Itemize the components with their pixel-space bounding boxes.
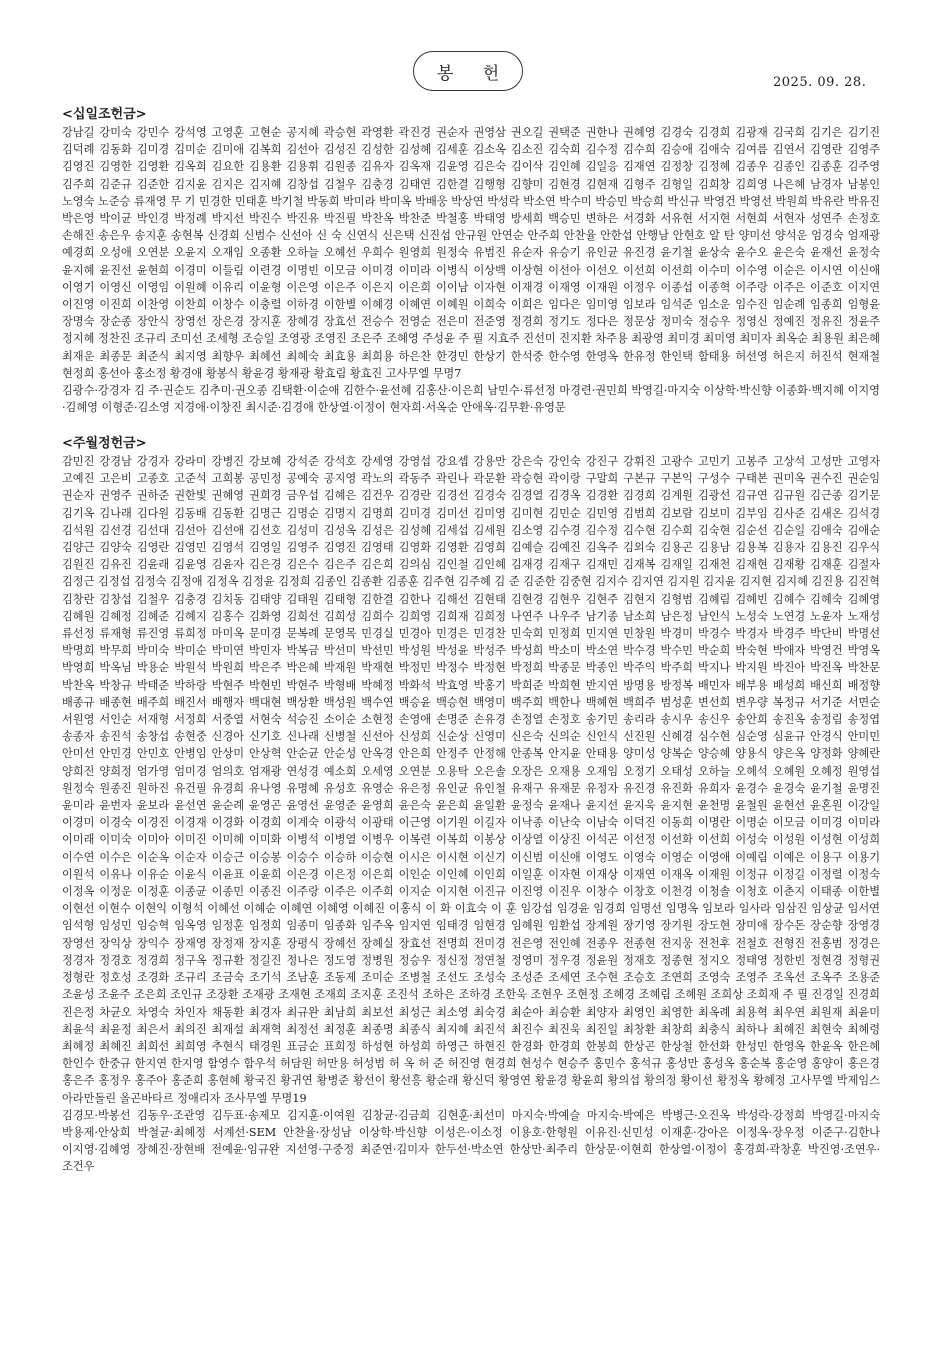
monthly-offering-joint-name-list: 김경모·박봉선 김동우·조관영 김두표·송제모 김지훈·이여원 김창균·김금희 김현훈·최선미 마지숙·박예슬 마지숙·박예은 박병근·오진옥 박성락·강정희 박영길·마지숙 박용제·안상희 박철균·최혜정 서계선·SEM 안찬율·장성남 이상학·박신향 이성은·이소정 이용호·한형원 이유진·신민성 이재훈·강아은 이정옥·장우정 이준구·김한나 이지영·김혜영 장혜진·장현배 전예윤·임규완 지선영·구중정 최준연·김미자 한두선·박소연 한상만·최주리 한상문·이현희 한상열·이정이 홍경희·곽창훈 박진영·조연우·조건우: [62, 1108, 881, 1174]
page-title: [413, 51, 523, 91]
tithe-heading: <십일조헌금>: [62, 107, 147, 122]
offering-date: 2025. 09. 28.: [773, 75, 867, 90]
monthly-offering-name-list: 감민진 강경남 강경자 강라미 강병진 강보혜 강석준 강석호 강세영 강영섭 강요셉 강용만 강은숙 강인숙 강진구 강휘진 고광수 고민기 고봉주 고상석 고성만 고영자 고예진 고은비 고종호 고준석 고희봉 공민정 공예숙 공지영 곽노의 곽동주 곽린나 곽문환 곽승현 곽이랑 구말희 구본규 구본익 구성수 구태본 권미옥 권수진 권순임 권순자 권영주 권하준 권한빛 권혜영 권희경 금우섭 김혜은 김건우 김경란 김경선 김경숙 김경열 김경옥 김경환 김경희 김계원 김광선 김규연 김규원 김근종 김기문 김기옥 김나래 김다원 김동배 김동환 김명근 김명순 김명지 김명희 김미경 김미선 김미영 김미현 김민순 김민영 김범희 김보람 김보미 김부임 김사준 김새온 김석경 김석원 김선경 김선대 김선아 김선애 김선호 김성미 김성옥 김성은 김성혜 김세섭 김세원 김소영 김수경 김수정 김수현 김수희 김숙현 김순선 김순일 김애숙 김애순 김양근 김양숙 김영란 김영민 김영석 김영일 김영주 김영진 김영태 김영화 김영환 김영희 김예슬 김예진 김옥주 김외숙 김용곤 김용남 김용복 김용자 김용진 김우식 김원진 김유진 김윤래 김윤영 김윤자 김은경 김은수 김은주 김은희 김의심 김인철 김인혜 김재경 김재구 김재민 김재복 김재일 김재천 김재현 김재황 김재훈 김절자 김정근 김정섭 김정숙 김정애 김정옥 김정윤 김정희 김종인 김종환 김종훈 김주현 김주혜 김 준 김준한 김중현 김지수 김지연 김지원 김지윤 김지현 김지혜 김진용 김진혁 김창란 김창섭 김철우 김충경 김치동 김태양 김태원 김태형 김한결 김한나 김해선 김현태 김현경 김현우 김현주 김현지 김형범 김혜림 김혜빈 김혜수 김혜숙 김혜영 김혜원 김혜정 김혜준 김혜지 김홍수 김화영 김희선 김희성 김희수 김희영 김희재 김희정 나연주 나우주 남기종 남소희 남은정 남인식 노성숙 노연경 노윤자 노재성 류선정 류재형 류진영 류희정 마미옥 문미경 문복례 문영목 민경실 민경아 민경은 민경찬 민숙희 민정희 민지연 민창원 박경미 박경수 박경자 박경주 박단비 박명선 박명희 박무희 박미숙 박미순 박미연 박민자 박복금 박선미 박선민 박성원 박성윤 박성주 박성희 박소미 박소연 박수경 박수민 박순희 박숙현 박애자 박영건 박영옥 박영희 박옥님 박용순 박원석 박원희 박은주 박은혜 박재원 박재현 박정민 박정수 박정현 박정희 박종문 박종인 박주익 박주희 박지나 박지원 박진아 박진옥 박찬문 박찬옥 박창규 박태준 박하랑 박현주 박현빈 박현주 박형배 박혜정 박화석 박효영 박홍기 박희준 박희현 반지연 방명용 방정복 배민자 배부용 배성희 배신희 배정향 배종규 배종현 배주희 배진서 배행자 백대현 백상환 백성원 백수연 백승윤 백승현 백영미 백주희 백한나 백혜현 백희주 범성훈 변선희 변우량 복정규 서기준 서면순 서원영 서인순 서재형 서정희 서중열 서현숙 석승진 소이순 소현정 손영애 손명준 손유경 손정열 손정호 송기민 송리라 송시우 송신우 송안희 송진옥 송정림 송정엽 송종자 송진석 송창섭 송현중 신경아 신기호 신나래 신병철 신선아 신성희 신순상 신영미 신은숙 신의순 신인식 신진원 신혜경 심수현 심순영 심윤규 안경식 안미민 안미선 안민경 안민호 안병임 안상미 안상혁 안순균 안순성 안옥경 안은희 안정주 안정해 안종복 안지윤 안태용 양미성 양복순 양승혜 양용식 양은옥 양정화 양혜란 양희진 양희정 엄가영 엄미경 엄의호 엄재광 연성경 예소희 오세영 오연분 오용탁 오은솔 오장은 오재용 오재임 오정기 오태성 오하늘 오혜석 오혜원 오혜정 원영섭 원정숙 원종진 원하진 유건필 유경희 유나영 유명혜 유성호 유영순 유은정 유인균 유인철 유재구 유재문 유정자 유진경 유진화 유희자 윤경수 윤경숙 윤기철 윤명진 윤미라 윤번자 윤보라 윤선연 윤순례 윤영곤 윤영선 윤영준 윤영희 윤은숙 윤은희 윤일환 윤정숙 윤재나 윤지선 윤지욱 윤지현 윤천명 윤철원 윤현선 윤혼원 이강일 이경미 이경숙 이경진 이경재 이경화 이경희 이계숙 이광석 이광태 이근영 이기원 이길자 이낙종 이난숙 이남숙 이덕진 이동희 이명란 이명순 이모금 이미경 이미라 이미래 이미숙 이미아 이미진 이미혜 이미화 이병석 이병열 이병우 이복련 이복희 이봉상 이상열 이상진 이석곤 이선정 이선화 이선희 이성숙 이성원 이성현 이성희 이수연 이수은 이순옥 이순자 이승근 이승봉 이승수 이승하 이승현 이시은 이시현 이신기 이신범 이신애 이영도 이영숙 이영순 이영애 이예림 이예은 이용구 이용기 이원석 이유나 이유순 이윤식 이윤표 이윤희 이은경 이은정 이은희 이인순 이인혜 이인희 이일훈 이자현 이재상 이재연 이재옥 이재원 이정규 이정길 이정렬 이정숙 이정옥 이정운 이정훈 이종균 이종민 이종진 이주랑 이주은 이주희 이지순 이지현 이진규 이진영 이진우 이창수 이창호 이천경 이청솔 이청호 이춘지 이태종 이한별 이현선 이현수 이현익 이형석 이혜선 이혜순 이혜연 이혜영 이혜진 이홍식 이 화 이효숙 이 훈 임강섭 임경윤 임경희 임명선 임명옥 임보라 임사라 임삼진 임상균 임서연 임석형 임성민 임승혁 임옥영 임정훈 임정희 임종미 임종화 임주옥 임지연 임태경 임현경 임혜원 임환섭 장계원 장기영 장기원 장도현 장미애 장수돈 장순향 장영경 장영선 장익상 장익수 장재영 장정재 장지훈 장평식 장혜선 장혜실 장효선 전명희 전미경 전은영 전인혜 전종우 전종현 전지웅 전천후 전철호 전형진 전홍범 정경은 정경자 정경호 정경희 정구옥 정규환 정길진 정나은 정도영 정병원 정승우 정신정 정연철 정영미 정우경 정윤원 정재호 정종현 정지오 정태영 정한빈 정현경 정형권 정형란 정호성 조경화 조규리 조금숙 조기석 조남훈 조동제 조미순 조병철 조선도 조성숙 조성준 조세연 조수현 조승호 조연희 조영숙 조영주 조옥선 조옥주 조용준 조윤성 조윤주 조은희 조인규 조장환 조재광 조재현 조재희 조지훈 조진석 조하은 조하경 조한욱 조현우 조현정 조혜경 조혜림 조혜원 조희상 조희재 주 필 진경일 진경희 진은정 차균오 차영숙 차인자 채동환 최경자 최규완 최남희 최보선 최성근 최소영 최숙경 최순아 최승환 최양자 최영인 최영한 최옥례 최용혁 최우연 최원재 최윤미 최윤석 최윤정 최은서 최의진 최재설 최재혁 최정선 최정훈 최종명 최종식 최지혜 최진석 최진수 최진욱 최진일 최창환 최창희 최충식 최하나 최혜진 최현숙 최혜령 최혜정 최혜진 최희선 최희영 추현식 태경원 표금순 표희정 하성현 하성희 하영근 하현진 한경화 한경희 한봉희 한상곤 한상철 한선화 한성민 한영옥 한윤옥 한은혜 한인수 한중규 한지연 한지영 함영수 함우석 허담원 허만용 허성범 허 옥 허 준 허진영 현경희 현성수 현승주 홍민수 홍석규 홍성만 홍성옥 홍순복 홍순영 홍양이 홍은경 홍은주 홍정우 홍주아 홍준희 홍현혜 황국진 황귀연 황병준 황선이 황선흥 황순래 황신덕 황영연 황윤경 황윤희 황의섭 황의정 황이선 황정옥 황혜정 고사무엘 박제임스 아라만돌린 올곤바타르 정애리자 조사무엘 무명19: [62, 455, 881, 1105]
tithe-section: [62, 107, 880, 416]
page-title-text: 봉 헌: [436, 63, 512, 84]
monthly-offering-section: [62, 436, 880, 1176]
monthly-offering-heading: <주월정헌금>: [62, 436, 147, 451]
tithe-joint-name-list: 김광수·강경자 김 주·권순도 김추미·권오종 김택환·이순애 김한수·윤선혜 김홍산·이은희 남민수·류선정 마경련·권민희 박영길·마지숙 이상학·박신향 이종화·백지혜 이지영·김혜영 이형준·김소영 지경애·이창진 최시준·김경애 한상열·이정이 현자희·서옥순 안애옥·김무환·유영문: [62, 384, 880, 415]
tithe-name-list: 강남길 강미숙 강민수 강석영 고영훈 고현순 공지혜 곽승현 곽영환 곽진경 권순자 권영삼 권오길 권택준 권한나 권혜영 김경숙 김경희 김광재 김국희 김기은 김기진 김덕례 김동화 김미경 김미순 김미애 김복희 김선아 김성진 김성한 김성혜 김세훈 김소옥 김소진 김숙희 김수정 김수희 김승애 김애숙 김여름 김연서 김영란 김영주 김영진 김영한 김영환 김옥희 김요한 김용환 김용휘 김원종 김유자 김옥재 김윤영 김은숙 김이삭 김인혜 김일응 김재연 김정창 김정혜 김종우 김종인 김종훈 김주영 김주희 김준규 김준한 김지윤 김지은 김지혜 김창섭 김철우 김충경 김태연 김한결 김행형 김향미 김현경 김현재 김형주 김형일 김희창 김희영 나은혜 남경자 남봉인 노영숙 노준승 류재영 무 기 민경한 민태훈 박기철 박동희 박미라 박미옥 박배웅 박상연 박성락 박소연 박수미 박승민 박승희 박신규 박영건 박영선 박원희 박유란 박유진 박은영 박이균 박인경 박정례 박지선 박진수 박진유 박진필 박찬옥 박찬준 박철홍 박태영 방세희 백승민 변하은 서경화 서유현 서지현 서현희 서현자 성연주 손정호 손해진 송은우 송지훈 송현복 신경희 신범수 신선아 신 숙 신연식 신은택 신진섭 안규원 안연순 안주희 안찬율 안한섭 안행남 안현호 알 탄 양미선 양석운 엄경숙 엄재광 예경희 오성애 오연분 오윤지 오재임 오종환 오하늘 오혜선 우희수 원영희 원정숙 유범진 유순자 유승기 유인균 유진경 윤기철 윤상숙 윤수오 윤은숙 윤재선 윤정숙 윤지혜 윤진선 윤현희 이경미 이들림 이련경 이명빈 이모금 이미경 이미라 이병식 이상백 이상현 이선아 이선오 이선희 이선희 이수미 이수영 이순은 이시연 이신애 이영기 이영신 이영임 이원혜 이유리 이윤형 이은영 이은주 이은지 이은희 이이남 이자현 이재경 이재영 이재원 이정우 이종섭 이종혁 이주랑 이주은 이준호 이지연 이진영 이진희 이찬영 이찬희 이창수 이충렬 이하경 이한별 이혜경 이혜연 이혜원 이희숙 이희은 임다은 임미영 임보라 임석준 임소운 임수진 임순례 임종희 임형윤 장명숙 장순종 장안식 장영선 장은경 장지훈 장혜경 장효선 전승수 전영순 전은미 전준영 정경희 정기도 정다은 정문상 정미숙 정승우 정영신 정예진 정유진 정윤주 정지혜 정찬진 조규리 조미선 조세형 조승일 조영광 조영진 조은주 조혜영 주성윤 주 필 지효주 진선미 진지환 차주용 최광영 최미경 최미영 최미자 최옥순 최용원 최은혜 최재운 최종문 최준식 최지영 최향우 최혜선 최혜숙 최효용 최희용 하은찬 한경민 한상기 한석중 한수영 한영옥 한유정 한인택 함태용 허선영 허은지 허진석 현재철 현정희 홍선아 홍소정 황경애 황봉식 황윤경 황재광 황효림 황효진 고사무엘 무명7: [62, 126, 881, 380]
